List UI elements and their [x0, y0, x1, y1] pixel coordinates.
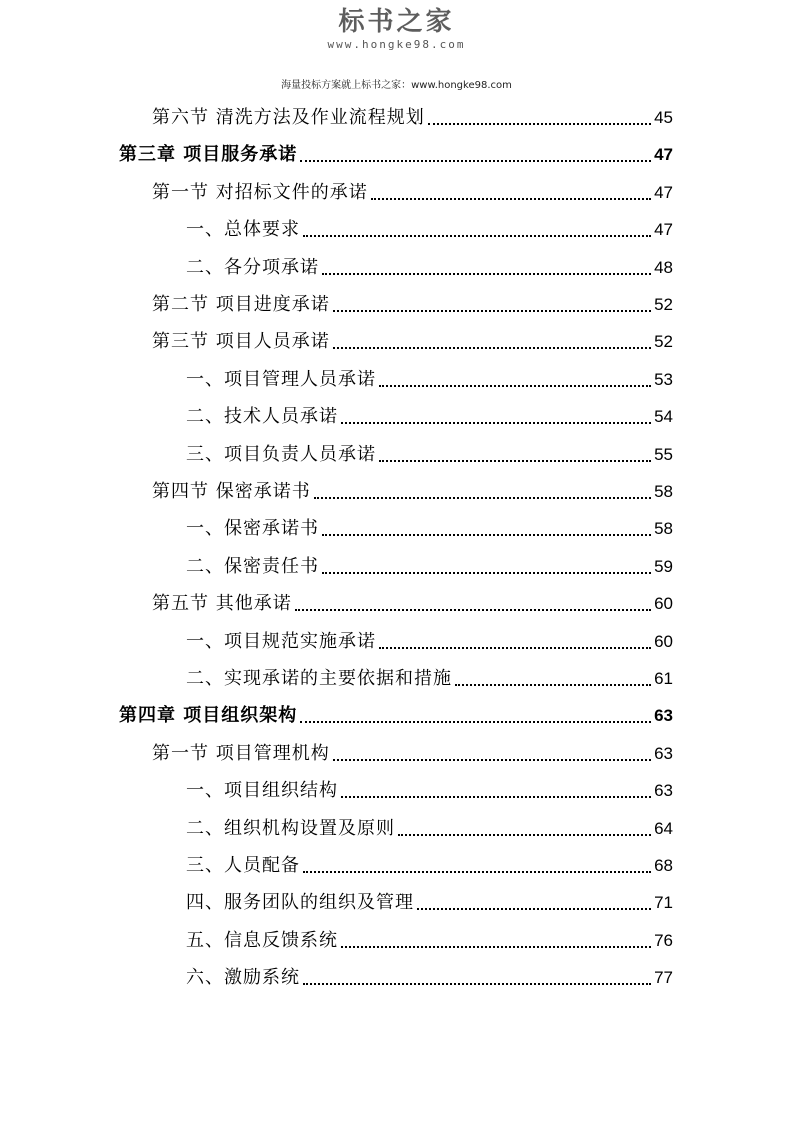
toc-entry-label: 一、项目规范实施承诺 — [186, 630, 376, 652]
toc-entry-label: 一、项目组织结构 — [186, 780, 338, 802]
toc-entry-label: 二、保密责任书 — [186, 555, 319, 577]
toc-dot-leader — [322, 272, 651, 275]
toc-entry-label: 第一节 项目管理机构 — [152, 742, 330, 764]
toc-entry[interactable] — [152, 178, 673, 208]
toc-entry-page-number: 60 — [654, 631, 673, 651]
toc-entry-page-number: 53 — [654, 369, 673, 389]
toc-dot-leader — [371, 197, 651, 200]
site-logo — [0, 6, 793, 52]
toc-entry[interactable] — [152, 477, 673, 507]
toc-entry-label: 第三节 项目人员承诺 — [152, 331, 330, 353]
toc-entry[interactable] — [119, 701, 673, 731]
toc-dot-leader — [300, 159, 651, 162]
toc-entry-label: 二、技术人员承诺 — [186, 406, 338, 428]
toc-entry[interactable] — [152, 589, 673, 619]
toc-dot-leader — [314, 496, 651, 499]
toc-entry-label: 二、实现承诺的主要依据和措施 — [186, 668, 452, 689]
toc-entry[interactable] — [186, 814, 673, 844]
toc-entry-label: 二、组织机构设置及原则 — [186, 817, 395, 839]
toc-entry-page-number: 77 — [654, 968, 673, 988]
toc-entry-page-number: 68 — [654, 856, 673, 875]
toc-entry-label: 三、项目负责人员承诺 — [186, 443, 376, 465]
toc-dot-leader — [322, 571, 651, 574]
toc-entry-label: 第四节 保密承诺书 — [152, 481, 311, 502]
toc-entry-page-number: 63 — [654, 781, 673, 801]
toc-dot-leader — [303, 870, 651, 873]
toc-dot-leader — [295, 608, 651, 611]
toc-entry-label: 第三章 项目服务承诺 — [119, 144, 298, 166]
toc-entry-label: 第一节 对招标文件的承诺 — [152, 181, 368, 203]
toc-entry-page-number: 55 — [654, 444, 673, 464]
toc-entry-label: 六、激励系统 — [186, 967, 300, 989]
toc-entry-page-number: 47 — [654, 220, 673, 240]
toc-entry-label: 第六节 清洗方法及作业流程规划 — [152, 107, 425, 128]
toc-entry-page-number: 76 — [654, 930, 673, 950]
toc-entry-page-number: 47 — [654, 145, 673, 165]
toc-dot-leader — [428, 122, 651, 125]
toc-entry[interactable] — [186, 664, 673, 694]
toc-dot-leader — [341, 421, 651, 424]
toc-entry-label: 五、信息反馈系统 — [186, 929, 338, 951]
toc-entry-page-number: 47 — [654, 182, 673, 202]
toc-entry[interactable] — [186, 552, 673, 582]
toc-entry-label: 三、人员配备 — [186, 855, 300, 876]
toc-dot-leader — [333, 309, 651, 312]
header-note: 海量投标方案就上标书之家：www.hongke98.com — [281, 80, 512, 91]
toc-entry-page-number: 63 — [654, 706, 673, 726]
toc-entry-page-number: 48 — [654, 257, 673, 277]
toc-entry[interactable] — [186, 215, 673, 245]
toc-entry-label: 第二节 项目进度承诺 — [152, 294, 330, 315]
toc-entry-label: 二、各分项承诺 — [186, 256, 319, 278]
toc-dot-leader — [303, 982, 651, 985]
toc-entry-label: 一、项目管理人员承诺 — [186, 368, 376, 390]
toc-entry[interactable] — [152, 739, 673, 769]
toc-entry-page-number: 58 — [654, 482, 673, 501]
logo-url: www.hongke98.com — [327, 38, 466, 51]
toc-entry[interactable] — [186, 402, 673, 432]
toc-dot-leader — [333, 758, 651, 761]
toc-dot-leader — [303, 234, 651, 237]
toc-entry[interactable] — [186, 514, 673, 544]
toc-dot-leader — [322, 533, 651, 536]
toc-entry-page-number: 52 — [654, 332, 673, 352]
toc-entry[interactable] — [186, 365, 673, 395]
toc-dot-leader — [455, 683, 651, 686]
toc-entry-label: 四、服务团队的组织及管理 — [186, 892, 414, 914]
toc-entry-page-number: 45 — [654, 108, 673, 127]
toc-entry[interactable] — [186, 253, 673, 283]
toc-entry-page-number: 61 — [654, 669, 673, 688]
toc-dot-leader — [333, 346, 651, 349]
toc-entry[interactable] — [186, 776, 673, 806]
toc-entry[interactable] — [186, 888, 673, 918]
toc-dot-leader — [379, 384, 651, 387]
toc-entry[interactable] — [152, 103, 673, 133]
toc-entry[interactable] — [119, 140, 673, 170]
toc-dot-leader — [379, 459, 651, 462]
toc-entry-label: 一、总体要求 — [186, 219, 300, 241]
toc-entry[interactable] — [186, 627, 673, 657]
toc-entry[interactable] — [186, 963, 673, 993]
toc-entry-page-number: 64 — [654, 818, 673, 838]
toc-dot-leader — [300, 720, 651, 723]
toc-entry-page-number: 59 — [654, 556, 673, 576]
toc-entry-page-number: 63 — [654, 743, 673, 763]
toc-entry-label: 第四章 项目组织架构 — [119, 705, 298, 727]
toc-entry-page-number: 71 — [654, 893, 673, 913]
toc-dot-leader — [398, 833, 651, 836]
toc-entry[interactable] — [186, 926, 673, 956]
toc-entry-label: 第五节 其他承诺 — [152, 593, 292, 615]
toc-entry-page-number: 60 — [654, 594, 673, 614]
toc-entry-page-number: 52 — [654, 295, 673, 314]
toc-entry[interactable] — [186, 851, 673, 881]
toc-dot-leader — [379, 646, 651, 649]
toc-entry[interactable] — [152, 327, 673, 357]
toc-dot-leader — [341, 945, 651, 948]
toc-entry-label: 一、保密承诺书 — [186, 518, 319, 540]
toc-dot-leader — [417, 907, 651, 910]
toc-entry-page-number: 58 — [654, 519, 673, 539]
toc-entry[interactable] — [186, 440, 673, 470]
toc-entry-page-number: 54 — [654, 407, 673, 427]
toc-dot-leader — [341, 795, 651, 798]
logo-title: 标书之家 — [338, 7, 455, 37]
toc-entry[interactable] — [152, 290, 673, 320]
